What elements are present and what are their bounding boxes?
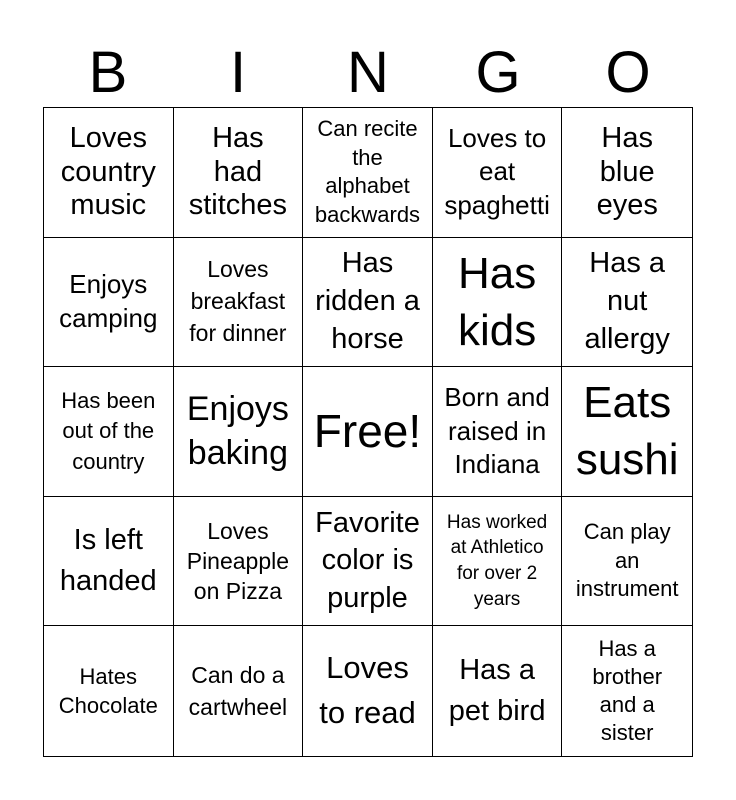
cell-text: Is left handed [59, 523, 157, 598]
bingo-cell-r1c5[interactable] [562, 108, 692, 238]
cell-text: Has been out of the country [61, 387, 156, 474]
bingo-cell-r1c4[interactable] [433, 108, 563, 238]
cell-text: Loves to read [319, 650, 416, 731]
bingo-cell-r4c3[interactable] [303, 497, 433, 627]
header-letter-n: N [347, 40, 389, 105]
header-letter-i: I [229, 40, 247, 105]
cell-text: Enjoys baking [186, 390, 289, 473]
cell-text: Eats sushi [575, 378, 679, 485]
cell-text: Hates Chocolate [58, 663, 158, 719]
cell-text: Has a nut allergy [584, 247, 670, 355]
cell-text: Can do a cartwheel [188, 662, 288, 721]
cell-text: Has blue eyes [596, 122, 658, 221]
header-letter-b: B [88, 40, 128, 105]
cell-text: Free! [313, 405, 422, 458]
bingo-cell-r1c3[interactable] [303, 108, 433, 238]
bingo-cell-r5c4[interactable] [433, 626, 563, 756]
cell-text: Loves Pineapple on Pizza [186, 517, 290, 605]
bingo-cell-r5c5[interactable] [562, 626, 692, 756]
bingo-cell-r4c5[interactable] [562, 497, 692, 627]
bingo-board [43, 107, 693, 757]
bingo-cell-r2c4[interactable] [433, 238, 563, 368]
cell-text: Has a pet bird [448, 654, 546, 728]
cell-text: Born and raised in Indiana [444, 381, 550, 480]
header-letter-o: O [605, 40, 651, 105]
cell-text: Favorite color is purple [315, 506, 420, 614]
cell-text: Loves country music [60, 122, 156, 221]
bingo-cell-r2c5[interactable] [562, 238, 692, 368]
bingo-cell-r3c5[interactable] [562, 367, 692, 497]
bingo-cell-r2c3[interactable] [303, 238, 433, 368]
cell-text: Has worked at Athletico for over 2 years [446, 511, 548, 610]
bingo-cell-r3c3[interactable] [303, 367, 433, 497]
bingo-cell-r4c2[interactable] [174, 497, 304, 627]
bingo-cell-r4c1[interactable] [44, 497, 174, 627]
cell-text: Enjoys camping [59, 269, 158, 333]
cell-text: Loves to eat spaghetti [444, 122, 550, 221]
bingo-cell-r3c1[interactable] [44, 367, 174, 497]
bingo-cell-r4c4[interactable] [433, 497, 563, 627]
bingo-cell-r2c2[interactable] [174, 238, 304, 368]
bingo-cell-r1c1[interactable] [44, 108, 174, 238]
bingo-cell-r5c3[interactable] [303, 626, 433, 756]
cell-text: Has a brother and a sister [592, 635, 663, 746]
bingo-cell-r2c1[interactable] [44, 238, 174, 368]
cell-text: Can play an instrument [575, 519, 679, 602]
cell-text: Has kids [457, 248, 537, 355]
bingo-cell-r1c2[interactable] [174, 108, 304, 238]
bingo-cell-r3c4[interactable] [433, 367, 563, 497]
header-letter-g: G [475, 40, 521, 105]
cell-text: Has had stitches [188, 122, 288, 221]
bingo-cell-r5c2[interactable] [174, 626, 304, 756]
cell-text: Loves breakfast for dinner [189, 256, 287, 346]
bingo-cell-r5c1[interactable] [44, 626, 174, 756]
cell-text: Has ridden a horse [315, 247, 420, 355]
bingo-cell-r3c2[interactable] [174, 367, 304, 497]
cell-text: Can recite the alphabet backwards [314, 116, 421, 227]
bingo-header [43, 40, 693, 106]
